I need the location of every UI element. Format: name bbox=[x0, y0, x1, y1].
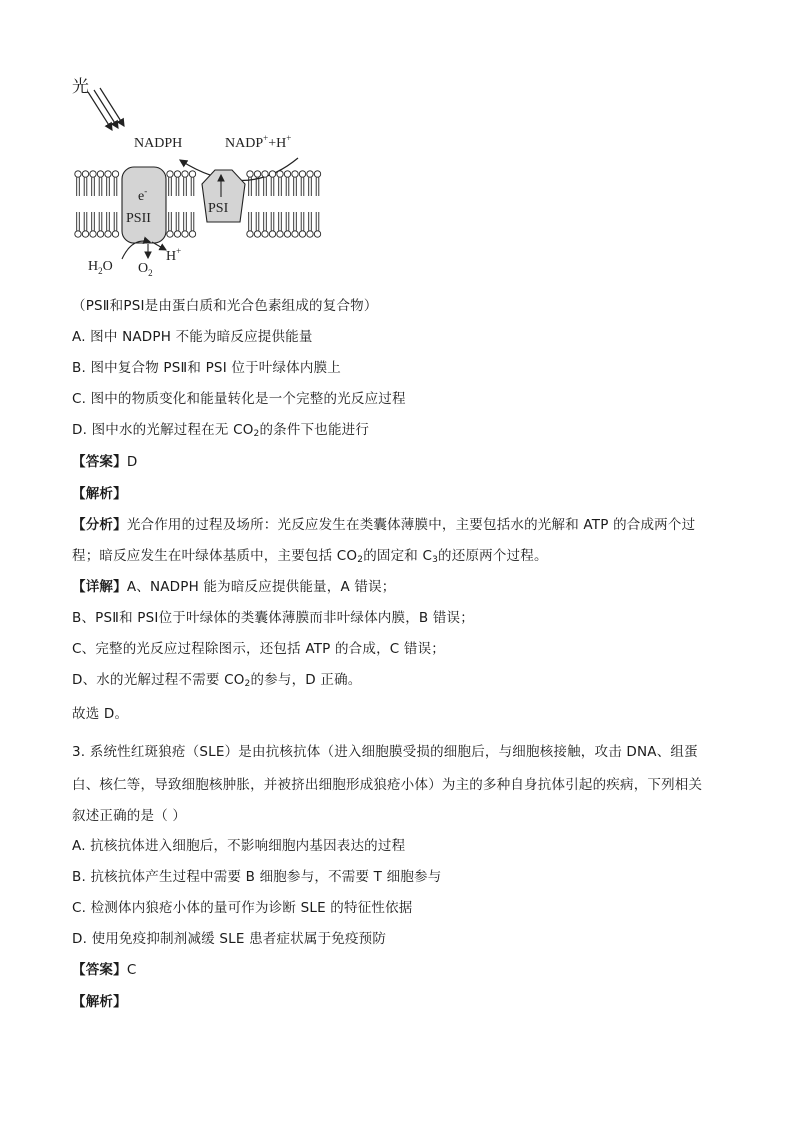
complex-note: （PSⅡ和PSⅠ是由蛋白质和光合色素组成的复合物） bbox=[72, 298, 378, 314]
nadp-label: NADP++H+ bbox=[225, 133, 292, 151]
q3-stem-2: 白、核仁等，导致细胞核肿胀，并被挤出细胞形成狼疮小体）为主的多种自身抗体引起的疾病，下列相关 bbox=[72, 777, 703, 793]
electron-label: e- bbox=[138, 186, 148, 204]
q2-xiangjie-a: 【详解】A、NADPH 能为暗反应提供能量，A 错误； bbox=[72, 579, 396, 595]
q3-answer: 【答案】C bbox=[72, 962, 137, 978]
q2-conclusion: 故选 D。 bbox=[72, 706, 129, 722]
q3-option-b: B. 抗核抗体产生过程中需要 B 细胞参与，不需要 T 细胞参与 bbox=[72, 869, 442, 885]
q3-analysis-label: 【解析】 bbox=[72, 994, 127, 1010]
q3-stem-3: 叙述正确的是（ ） bbox=[72, 808, 187, 824]
nadph-label: NADPH bbox=[134, 136, 183, 151]
q2-xiangjie-b: B、PSⅡ和 PSⅠ位于叶绿体的类囊体薄膜而非叶绿体内膜，B 错误； bbox=[72, 610, 474, 626]
q2-option-a: A. 图中 NADPH 不能为暗反应提供能量 bbox=[72, 329, 313, 345]
psii-complex bbox=[122, 167, 166, 243]
q2-fenxi-line-1: 【分析】光合作用的过程及场所：光反应发生在类囊体薄膜中，主要包括水的光解和 ATP 的合成两个过 bbox=[72, 517, 696, 533]
proton-label: H+ bbox=[166, 246, 182, 264]
water-label: $H_2O$ bbox=[88, 259, 113, 276]
proton-arrow bbox=[152, 242, 166, 250]
q2-fenxi-line-2: 程；暗反应发生在叶绿体基质中，主要包括 $CO_2$的固定和 $C_3$的还原两个过程。 bbox=[72, 548, 548, 565]
oxygen-label: $O_2$ bbox=[138, 261, 153, 278]
light-label: 光 bbox=[72, 77, 89, 96]
q2-analysis-label: 【解析】 bbox=[72, 486, 127, 502]
q2-answer: 【答案】D bbox=[72, 454, 138, 470]
q3-option-d: D. 使用免疫抑制剂减缓 SLE 患者症状属于免疫预防 bbox=[72, 931, 387, 947]
q3-option-a: A. 抗核抗体进入细胞后，不影响细胞内基因表达的过程 bbox=[72, 838, 406, 854]
q3-option-c: C. 检测体内狼疮小体的量可作为诊断 SLE 的特征性依据 bbox=[72, 900, 413, 916]
q2-option-d: D. 图中水的光解过程在无 $CO_2$的条件下也能进行 bbox=[72, 422, 370, 439]
q3-stem-1: 3. 系统性红斑狼疮（SLE）是由抗核抗体（进入细胞膜受损的细胞后，与细胞核接触，攻击 DNA、组蛋 bbox=[72, 744, 698, 760]
answer-label: 【答案】 bbox=[72, 454, 127, 470]
q2-xiangjie-d: D、水的光解过程不需要 $CO_2$的参与，D 正确。 bbox=[72, 672, 362, 689]
q2-option-b: B. 图中复合物 PSⅡ和 PSI 位于叶绿体内膜上 bbox=[72, 360, 341, 376]
q2-xiangjie-c: C、完整的光反应过程除图示，还包括 ATP 的合成，C 错误； bbox=[72, 641, 445, 657]
water-splitting-arrow bbox=[122, 241, 150, 259]
psii-label: PSII bbox=[126, 211, 151, 226]
light-reaction-diagram bbox=[70, 72, 330, 287]
psi-label: PSI bbox=[208, 201, 229, 216]
thylakoid-membrane bbox=[75, 171, 321, 237]
light-rays bbox=[88, 88, 124, 130]
q2-option-c: C. 图中的物质变化和能量转化是一个完整的光反应过程 bbox=[72, 391, 406, 407]
